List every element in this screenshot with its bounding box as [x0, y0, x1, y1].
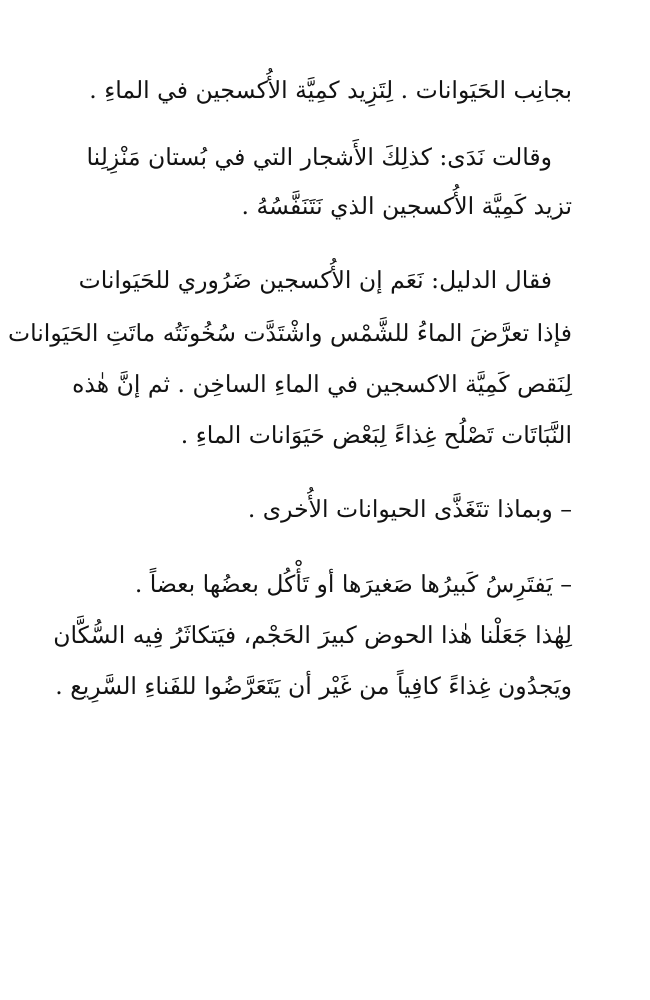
book-page [7, 0, 572, 1000]
text-line-11: ويَجدُون غِذاءً كافِياً من غَيْر أن يَتَعَرَّضُوا للفَناءِ السَّرِيع . [55, 672, 572, 700]
text-line-7: النَّبَاتَات تَصْلُح غِذاءً لِبَعْض حَيَوَانات الماءِ . [180, 421, 572, 449]
text-line-3: تزيد كَمِيَّة الأُكسجين الذي نَتَنَفَّسُهُ . [241, 192, 572, 220]
text-line-1: بجانِب الحَيَوانات . لِتَزِيد كمِيَّة الأُكسجين في الماءِ . [89, 76, 572, 104]
text-line-8: – وبماذا تتَغَذَّى الحيوانات الأُخرى . [247, 495, 572, 523]
text-line-6: لِنَقص كَمِيَّة الاكسجين في الماءِ الساخِن . ثم إنَّ هٰذه [72, 370, 572, 398]
text-line-10: لِهٰذا جَعَلْنا هٰذا الحوض كبيرَ الحَجْم، فيَتكاثَرُ فِيه السُّكَّان [53, 621, 572, 649]
text-line-4: فقال الدليل: نَعَم إن الأُكسجين ضَرُوري للحَيَوانات [78, 266, 552, 294]
text-line-5: فإذا تعرَّضَ الماءُ للشَّمْس واشْتَدَّت سُخُونَتُه ماتَتِ الحَيَوانات [7, 319, 572, 347]
text-line-9: – يَفتَرِسُ كَبيرُها صَغيرَها أو تَأْكُل بعضُها بعضاً . [134, 570, 572, 598]
text-line-2: وقالت نَدَى: كذلِكَ الأَشجار التي في بُستان مَنْزِلِنا [86, 143, 552, 171]
